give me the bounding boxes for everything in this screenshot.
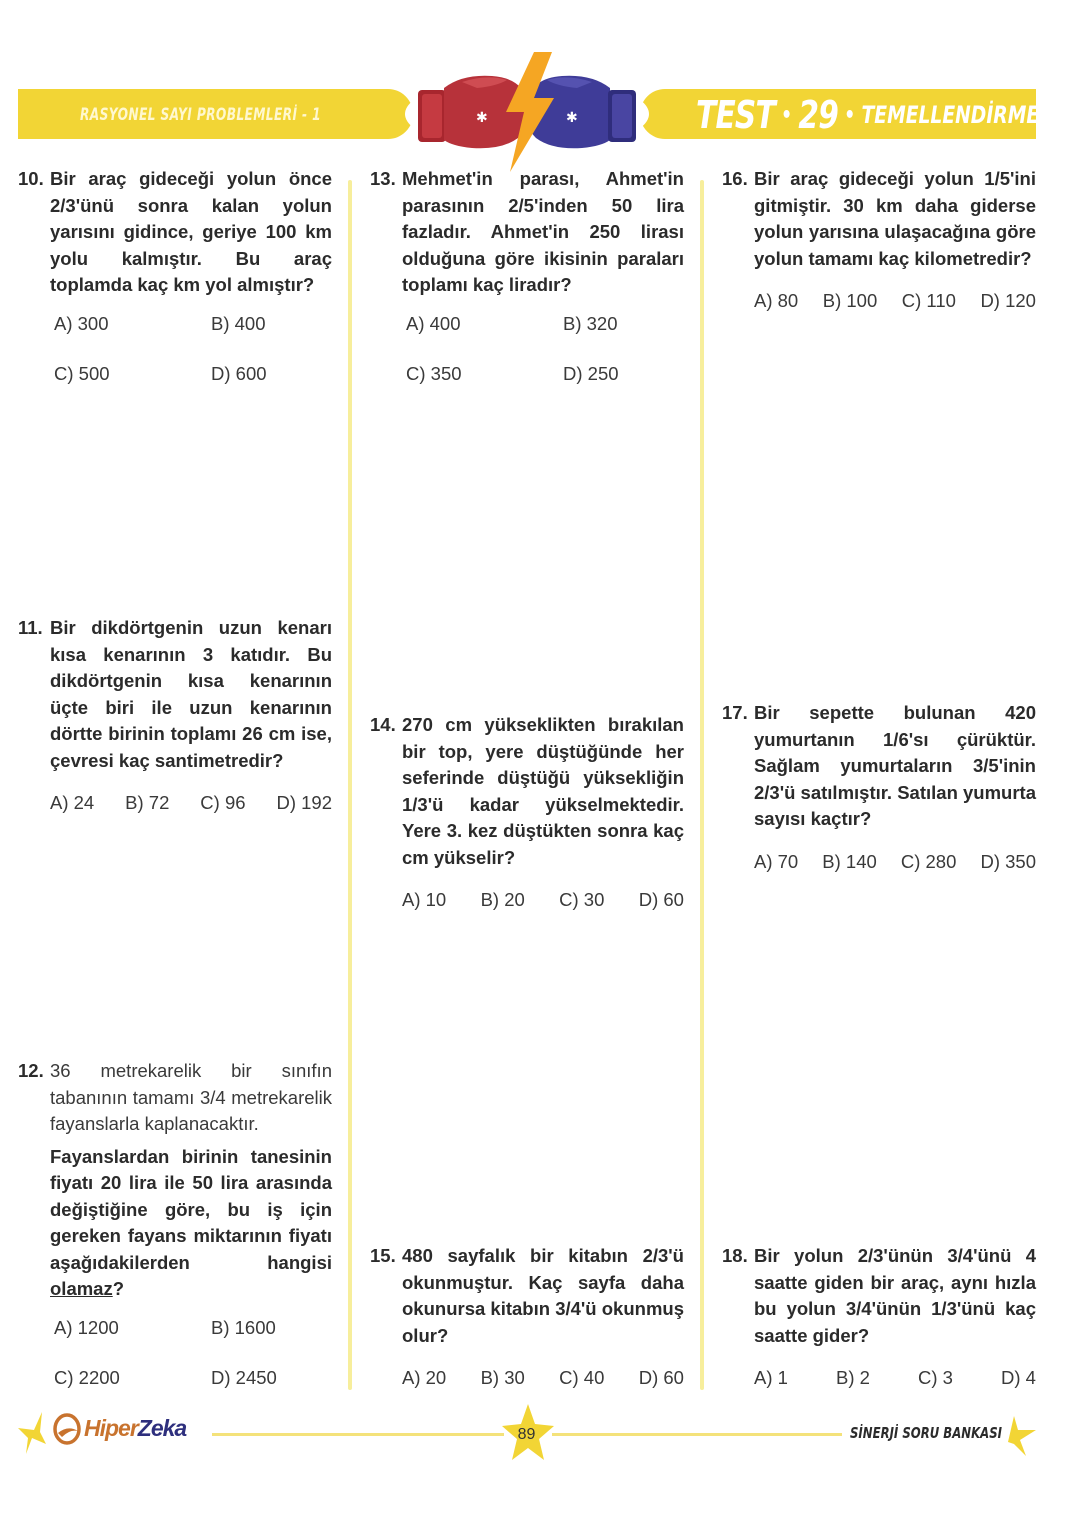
question-text: Bir araç gideceği yolun 1/5'ini gitmiştir. 30 km daha giderse yolun yarısına ulaşacağına göre yolun tamamı kaç kilometredir? [754, 168, 1036, 269]
answer-options [50, 790, 332, 817]
boxing-gloves-icon [402, 50, 652, 175]
question-text: 270 cm yükseklikten bırakılan bir top, yere düştüğünde her seferinde düştüğü yüksekliğin 1/3'ü kadar yükselmektedir. Yere 3. kez düştükten sonra kaç cm yükselir? [402, 714, 684, 868]
question-text: Bir araç gideceği yolun önce 2/3'ünü sonra kalan yolun yarısını gidince, geriye 100 km yolu kalmıştır. Bu araç toplamda kaç km yol almıştır? [50, 168, 332, 295]
svg-text:✱: ✱ [476, 110, 488, 126]
question-text: Bir dikdörtgenin uzun kenarı kısa kenarının 3 katıdır. Bu dikdörtgenin kısa kenarının üçte biri ile uzun kenarının dörtte birinin toplamı 26 cm ise, çevresi kaç santimetredir? [50, 617, 332, 771]
option-d[interactable]: D) 4 [1001, 1367, 1036, 1388]
option-c[interactable]: C) 96 [200, 792, 246, 813]
footer-line [552, 1433, 842, 1436]
star-decoration-icon [16, 1410, 48, 1456]
option-d[interactable]: D) 120 [980, 290, 1036, 311]
option-a[interactable]: A) 1 [754, 1367, 788, 1388]
question-text: 480 sayfalık bir kitabın 2/3'ü okunmuştur. Kaç sayfa daha okunursa kitabın 3/4'ü okunmuş olur? [402, 1245, 684, 1346]
question-text: Mehmet'in parası, Ahmet'in parasının 2/5'inden 50 lira fazladır. Ahmet'in 250 lirası olduğuna göre ikisinin paraları toplamı kaç liradır? [402, 168, 684, 295]
section-title: RASYONEL SAYI PROBLEMLERİ - 1 [80, 105, 321, 125]
option-c[interactable]: C) 110 [901, 290, 956, 311]
answer-options [754, 849, 1036, 876]
separator-dot: • [781, 102, 793, 128]
question-number: 10. [18, 168, 44, 189]
answer-options [406, 311, 684, 388]
question-12 [18, 1058, 332, 1392]
question-number: 11. [18, 617, 43, 638]
option-b[interactable]: B) 320 [563, 312, 618, 334]
option-a[interactable]: A) 80 [754, 290, 799, 311]
question-number: 13. [370, 168, 396, 189]
svg-text:✱: ✱ [566, 110, 578, 126]
question-number: 14. [370, 714, 396, 735]
option-c[interactable]: C) 350 [406, 363, 462, 384]
option-d[interactable]: D) 192 [276, 792, 332, 813]
test-number: 29 [798, 93, 839, 137]
question-number: 15. [370, 1245, 396, 1266]
option-d[interactable]: D) 60 [638, 889, 684, 910]
answer-options [402, 1365, 684, 1392]
question-number: 17. [722, 702, 748, 723]
option-c[interactable]: C) 500 [54, 363, 110, 384]
option-a[interactable]: A) 400 [406, 312, 461, 334]
footer-line [212, 1433, 504, 1436]
answer-options [754, 288, 1036, 315]
option-d[interactable]: D) 2450 [211, 1367, 277, 1388]
option-b[interactable]: B) 72 [125, 792, 170, 813]
question-11 [18, 615, 332, 817]
option-a[interactable]: A) 20 [402, 1367, 447, 1388]
option-a[interactable]: A) 10 [402, 889, 447, 910]
option-b[interactable]: B) 30 [480, 1367, 525, 1388]
option-a[interactable]: A) 300 [54, 312, 109, 334]
question-15 [370, 1243, 684, 1392]
option-c[interactable]: C) 3 [918, 1367, 953, 1388]
option-d[interactable]: D) 60 [638, 1367, 684, 1388]
question-17 [722, 700, 1036, 875]
option-a[interactable]: A) 24 [50, 792, 95, 813]
question-text: Bir yolun 2/3'ünün 3/4'ünü 4 saatte giden bir araç, aynı hızla bu yolun 3/4'ünün 1/3'ünü kaç saatte gider? [754, 1245, 1036, 1346]
option-a[interactable]: A) 70 [754, 850, 799, 872]
option-d[interactable]: D) 350 [980, 850, 1036, 872]
egg-logo-icon [52, 1411, 82, 1445]
option-c[interactable]: C) 2200 [54, 1367, 120, 1388]
option-d[interactable]: D) 600 [211, 363, 267, 384]
question-number: 18. [722, 1245, 748, 1266]
option-b[interactable]: B) 140 [822, 850, 877, 872]
question-text: Bir sepette bulunan 420 yumurtanın 1/6'sı çürüktür. Sağlam yumurtaların 3/5'inin 2/3'ü satılmıştır. Satılan yumurta sayısı kaçtır? [754, 702, 1036, 829]
option-b[interactable]: B) 20 [480, 889, 525, 910]
question-number: 12. [18, 1060, 44, 1081]
answer-options [402, 887, 684, 914]
red-glove-icon [418, 76, 529, 149]
question-13 [370, 166, 684, 388]
question-text [50, 1058, 332, 1303]
question-number: 16. [722, 168, 748, 189]
answer-options [754, 1365, 1036, 1392]
star-decoration-icon [1004, 1414, 1038, 1458]
question-10 [18, 166, 332, 388]
answer-options [54, 311, 332, 388]
option-c[interactable]: C) 280 [900, 850, 957, 872]
option-d[interactable]: D) 250 [563, 363, 619, 384]
option-b[interactable]: B) 2 [836, 1367, 870, 1388]
option-a[interactable]: A) 1200 [54, 1316, 119, 1338]
option-b[interactable]: B) 400 [211, 312, 266, 334]
option-b[interactable]: B) 100 [822, 290, 878, 311]
test-title [696, 93, 1039, 137]
negative-emphasis: olamaz [50, 1278, 113, 1299]
question-intro: 36 metrekarelik bir sınıfın tabanının tamamı 3/4 metrekarelik fayanslarla kaplanacaktır. [50, 1060, 332, 1134]
question-18 [722, 1243, 1036, 1392]
page-number: 89 [517, 1426, 536, 1443]
option-b[interactable]: B) 1600 [211, 1316, 276, 1338]
question-14 [370, 712, 684, 914]
separator-dot: • [844, 102, 856, 128]
option-c[interactable]: C) 30 [559, 889, 605, 910]
option-c[interactable]: C) 40 [559, 1367, 605, 1388]
publisher-logo: HiperZeka [52, 1411, 186, 1445]
answer-options [54, 1315, 332, 1392]
question-16 [722, 166, 1036, 315]
book-name: SİNERJİ SORU BANKASI [850, 1424, 1002, 1442]
test-type: TEMELLENDİRME [861, 101, 1040, 129]
question-stem: Fayanslardan birinin tanesinin fiyatı 20 lira ile 50 lira arasında değiştiğine göre, bu iş için gereken fayans miktarının fiyatı aşağıdakilerden hangisi olamaz? [50, 1145, 332, 1299]
test-label: TEST [696, 93, 775, 137]
